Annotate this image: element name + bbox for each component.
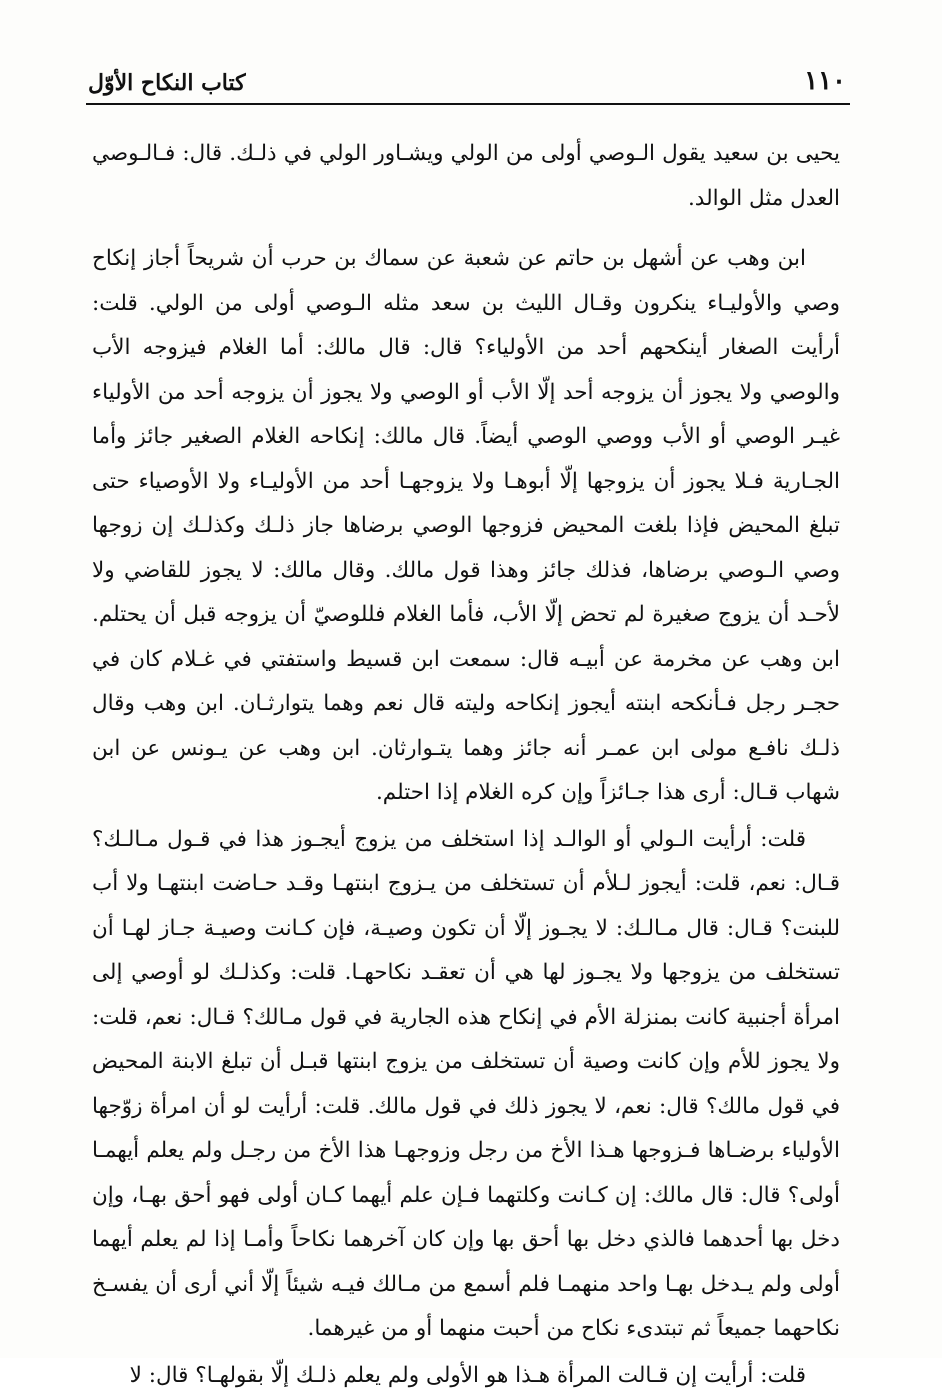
paragraph-3: قلت: أرأيت الـولي أو الوالـد إذا استخلف من يزوج أيجـوز هذا في قـول مـالـك؟ قـال: نعم، قلت: أيجوز لـلأم أن تستخلف من يـزوج ابنتهـا وقـد حـاضت ابنتهـا ولا أب للبنت؟ قـال: قال مـالـك: لا يجـوز إلّا أن تكون وصيـة، فإن كـانت وصيـة جـاز لهـا أن تستخلف من يزوجها ولا يجـوز لها هي أن تعقـد نكاحهـا. قلت: وكذلـك لو أوصي إلى امرأة أجنبية كانت بمنزلة الأم في إنكاح هذه الجارية في قول مـالك؟ قـال: نعم، قلت: ولا يجوز للأم وإن كانت وصية أن تستخلف من يزوج ابنتها قبـل أن تبلغ الابنة المحيض في قول مالك؟ قال: نعم، لا يجوز ذلك في قول مالك. قلت: أرأيت لو أن امرأة زوّجها الأولياء برضـاها فـزوجها هـذا الأخ من رجل وزوجهـا هذا الأخ من رجـل ولم يعلم أيهمـا أولى؟ قال: قال مالك: إن كـانت وكلتهما فـإن علم أيهما كـان أولى فهو أحق بهـا، وإن دخل بها أحدهما فالذي دخل بها أحق بها وإن كان آخرهما نكاحاً وأمـا إذا لم يعلم أيهما أولى ولم يـدخل بهـا واحد منهمـا فلم أسمع من مـالك فيـه شيئاً إلّا أني أرى أن يفسـخ نكاحهما جميعاً ثم تبتدىء نكاح من أحبت منهما أو من غيرهما. bbox=[92, 818, 840, 1352]
page-body bbox=[92, 132, 840, 1398]
header-divider bbox=[86, 103, 850, 105]
book-title: كتاب النكاح الأوّل bbox=[88, 70, 246, 96]
paragraph-1: يحيى بن سعيد يقول الـوصي أولى من الولي ويشـاور الولي في ذلـك. قال: فـالـوصي العدل مثل الوالد. bbox=[92, 132, 840, 221]
paragraph-4: قلت: أرأيت إن قـالت المرأة هـذا هو الأولى ولم يعلم ذلـك إلّا بقولهـا؟ قال: لا bbox=[92, 1354, 840, 1398]
paragraph-2: ابن وهب عن أشهل بن حاتم عن شعبة عن سماك بن حرب أن شريحاً أجاز إنكاح وصي والأوليـاء ينكرون وقـال الليث بن سعد مثله الـوصي أولى من الولي. قلت: أرأيت الصغار أينكحهم أحد من الأولياء؟ قال: قال مالك: أما الغلام فيزوجه الأب والوصي ولا يجوز أن يزوجه أحد إلّا الأب أو الوصي ولا يجوز أن يزوجه أحد من الأولياء غيـر الوصي أو الأب ووصي الوصي أيضاً. قال مالك: إنكاحه الغلام الصغير جائز وأما الجـارية فـلا يجوز أن يزوجها إلّا أبوهـا ولا يزوجهـا أحد من الأوليـاء ولا الأوصياء حتى تبلغ المحيض فإذا بلغت المحيض فزوجها الوصي برضاها جاز ذلـك وكذلـك إن زوجها وصي الـوصي برضاها، فذلك جائز وهذا قول مالك. وقال مالك: لا يجوز للقاضي ولا لأحـد أن يزوج صغيرة لم تحض إلّا الأب، فأما الغلام فللوصيّ أن يزوجه قبل أن يحتلم. ابن وهب عن مخرمة عن أبيـه قال: سمعت ابن قسيط واستفتي في غـلام كان في حجـر رجل فـأنكحه ابنته أيجوز إنكاحه وليته قال نعم وهما يتوارثـان. ابن وهب وقال ذلـك نافـع مولى ابن عمـر أنه جائز وهما يتـوارثان. ابن وهب عن يـونس عن ابن شهاب قـال: أرى هذا جـائزاً وإن كره الغلام إذا احتلم. bbox=[92, 237, 840, 816]
running-header bbox=[88, 64, 846, 100]
page-number: ١١٠ bbox=[804, 66, 846, 96]
